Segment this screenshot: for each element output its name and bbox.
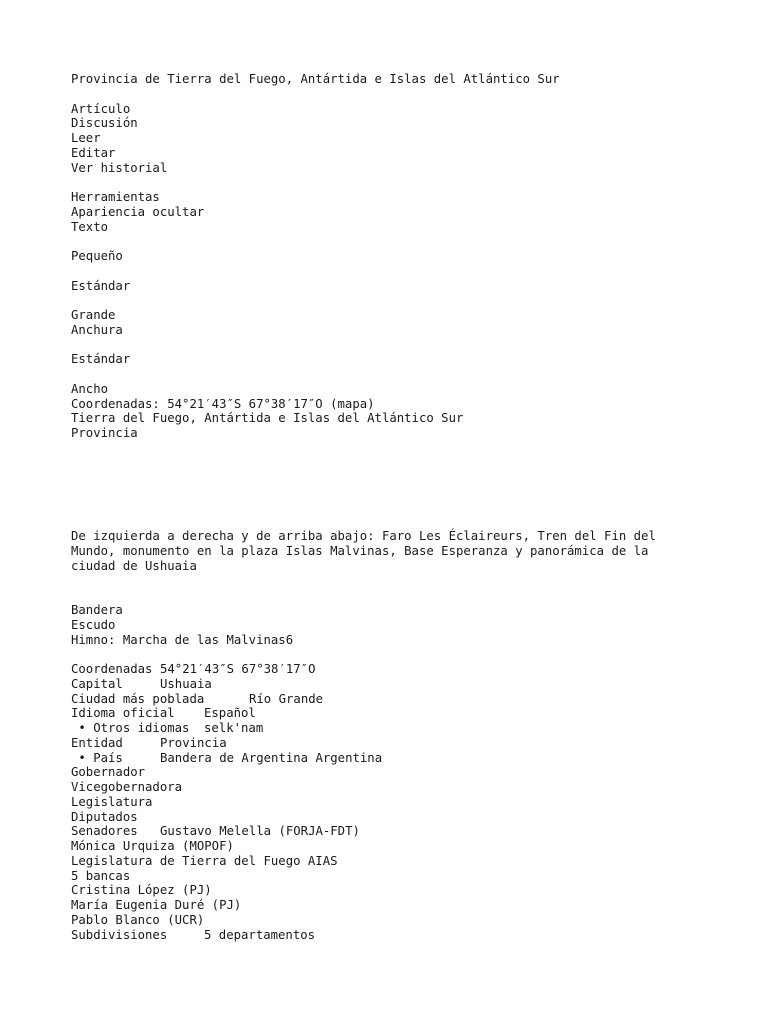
width-standard-option[interactable]: Estándar (71, 352, 131, 367)
row-value[interactable]: Bandera de Argentina Argentina (160, 750, 383, 765)
person-blanco[interactable]: Pablo Blanco (UCR) (71, 912, 205, 927)
tab-article[interactable]: Artículo (71, 101, 131, 116)
appearance-header[interactable]: Apariencia ocultar (71, 204, 205, 219)
row-value[interactable]: 5 departamentos (204, 927, 316, 942)
row-value: Provincia (160, 735, 227, 750)
infobox-row-subdivisions (71, 928, 711, 943)
row-label: Subdivisiones (71, 927, 168, 942)
text-size-small-option[interactable]: Pequeño (71, 249, 123, 263)
row-label: Ciudad más poblada (71, 691, 205, 706)
tab-discussion[interactable]: Discusión (71, 116, 138, 131)
legislature-label: Legislatura (71, 794, 153, 809)
row-value[interactable]: Gustavo Melella (FORJA-FDT) (160, 824, 360, 839)
infobox-row-largest-city (71, 692, 711, 707)
person-urquiza[interactable]: Mónica Urquiza (MOPOF) (71, 839, 234, 853)
row-value[interactable]: Español (204, 706, 256, 721)
view-history[interactable]: Ver historial (71, 160, 168, 175)
row-label: Idioma oficial (71, 706, 175, 721)
legislature-link[interactable]: Legislatura de Tierra del Fuego AIAS (71, 853, 338, 868)
anthem-line[interactable]: Himno: Marcha de las Malvinas6 (71, 632, 294, 647)
infobox-row-capital (71, 677, 711, 692)
infobox-row-coordinates (71, 662, 711, 677)
tools-menu[interactable]: Herramientas (71, 190, 160, 204)
article-page (71, 72, 711, 942)
width-wide-option[interactable]: Ancho (71, 381, 109, 396)
row-label: • País (71, 750, 123, 765)
flag-label[interactable]: Bandera (71, 603, 123, 617)
row-value[interactable]: 54°21′43″S 67°38′17″O (160, 662, 316, 676)
infobox-subtitle: Provincia (71, 426, 138, 440)
text-size-standard-option[interactable]: Estándar (71, 278, 131, 293)
shield-label[interactable]: Escudo (71, 617, 116, 632)
view-read[interactable]: Leer (71, 131, 101, 145)
vice-governor-label: Vicegobernadora (71, 780, 183, 794)
row-label: Entidad (71, 735, 123, 750)
infobox-row-entity (71, 736, 711, 751)
infobox-row-other-languages (71, 721, 711, 736)
image-caption: De izquierda a derecha y de arriba abajo: Faro Les Éclaireurs, Tren del Fin del Mundo, monumento en la plaza Islas Malvinas, Base Esperanza y panorámica de la ciudad de Ushuaia (71, 529, 656, 573)
page-title: Provincia de Tierra del Fuego, Antártida e Islas del Atlántico Sur (71, 72, 560, 86)
infobox-row-official-language (71, 706, 711, 721)
deputies-label: Diputados (71, 809, 138, 824)
infobox-row-country (71, 751, 711, 766)
row-value[interactable]: Río Grande (249, 691, 324, 706)
view-edit[interactable]: Editar (71, 145, 116, 160)
governor-label: Gobernador (71, 765, 146, 780)
person-dure[interactable]: María Eugenia Duré (PJ) (71, 898, 242, 912)
seats-count: 5 bancas (71, 868, 131, 883)
row-value[interactable]: selk'nam (204, 721, 264, 735)
person-lopez[interactable]: Cristina López (PJ) (71, 883, 212, 898)
coordinates-link[interactable]: Coordenadas: 54°21′43″S 67°38′17″O (mapa) (71, 396, 375, 411)
row-label: Senadores (71, 824, 138, 839)
row-label: Coordenadas (71, 662, 153, 676)
text-size-label: Texto (71, 219, 109, 234)
row-label: Capital (71, 676, 123, 691)
infobox-row-senators (71, 824, 711, 839)
image-placeholder (71, 441, 711, 530)
text-size-large-option[interactable]: Grande (71, 308, 116, 322)
row-value[interactable]: Ushuaia (160, 676, 212, 691)
row-label: • Otros idiomas (71, 721, 190, 735)
width-label: Anchura (71, 322, 123, 337)
infobox-title: Tierra del Fuego, Antártida e Islas del Atlántico Sur (71, 411, 464, 426)
